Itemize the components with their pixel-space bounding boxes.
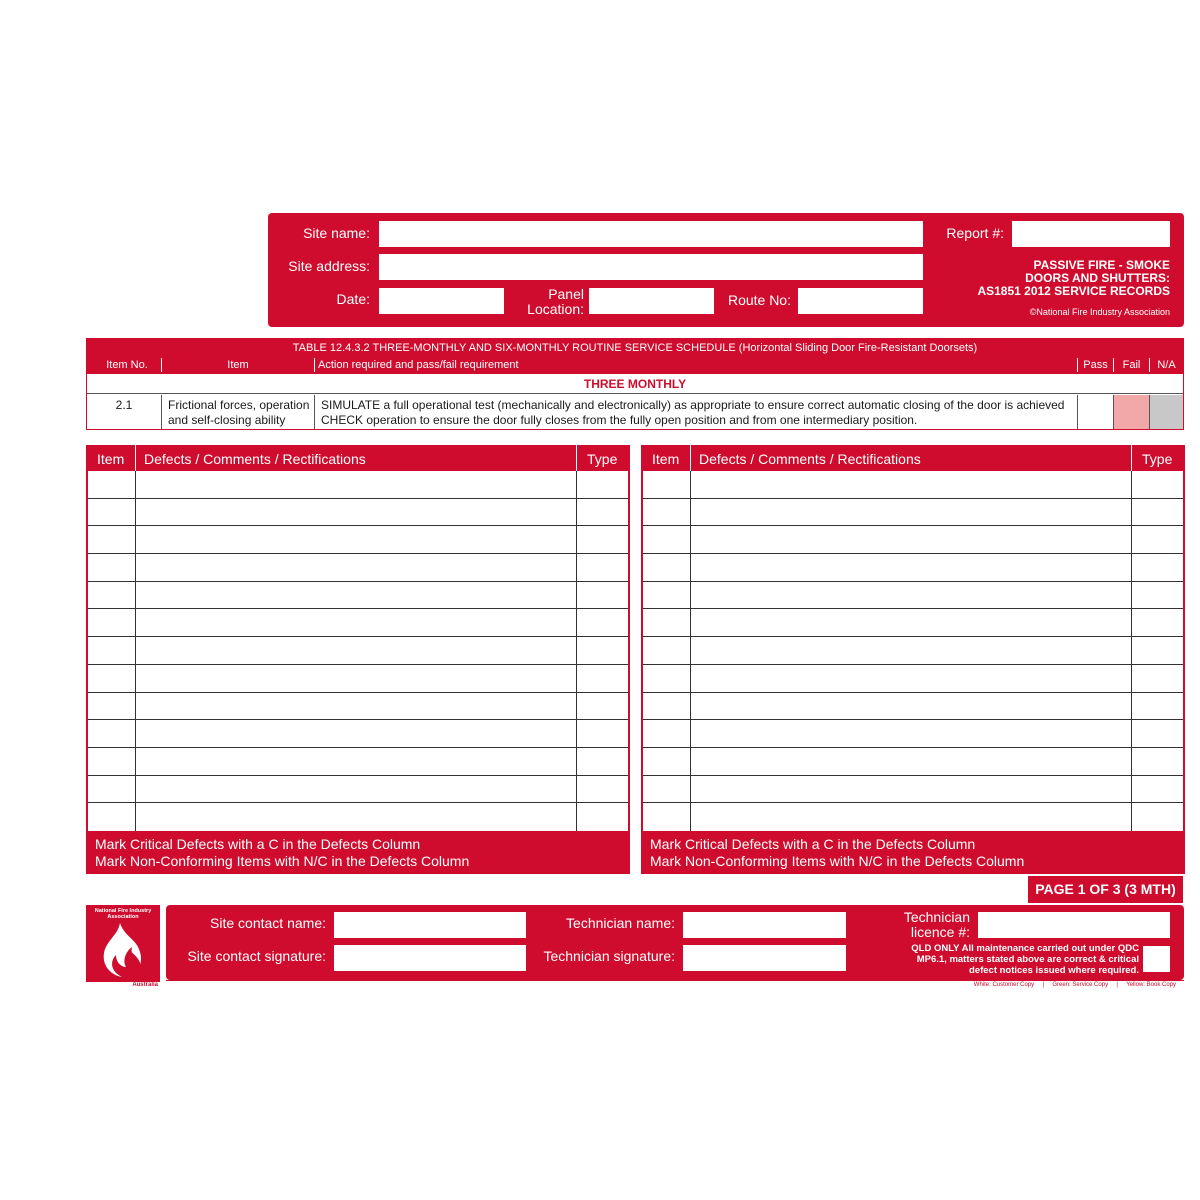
form-title-line1: PASSIVE FIRE - SMOKE [1033, 258, 1170, 272]
technician-name-label: Technician name: [566, 915, 675, 931]
table-row[interactable] [88, 471, 628, 499]
qld-note: QLD ONLY All maintenance carried out under QDC MP6.1, matters stated above are correct & critical defect notices issued where required. [911, 943, 1139, 976]
panel-location-label-line1: Panel [548, 286, 584, 302]
panel-location-field[interactable] [588, 287, 715, 315]
col-item: Item [652, 451, 680, 467]
technician-name-field[interactable] [682, 911, 847, 939]
table-row[interactable] [643, 582, 1183, 610]
technician-signature-label: Technician signature: [543, 948, 675, 964]
table-row[interactable] [88, 803, 628, 831]
col-defects: Defects / Comments / Rectifications [699, 451, 921, 467]
table-row[interactable] [88, 499, 628, 527]
table-row[interactable] [88, 776, 628, 804]
table-row[interactable] [643, 471, 1183, 499]
col-pass: Pass [1083, 359, 1108, 371]
form-title [908, 259, 1170, 298]
report-no-label: Report #: [946, 225, 1004, 241]
note-non-conforming: Mark Non-Conforming Items with N/C in the Defects Column [95, 853, 470, 869]
na-checkbox[interactable] [1150, 395, 1183, 429]
row-item-line1: Frictional forces, operation [168, 398, 310, 412]
fail-checkbox[interactable] [1114, 395, 1149, 429]
table-row[interactable] [643, 748, 1183, 776]
nfia-logo [86, 905, 160, 981]
row-item-line2: and self-closing ability [168, 413, 286, 427]
technician-signature-field[interactable] [682, 944, 847, 972]
site-contact-signature-label: Site contact signature: [187, 948, 326, 964]
table-row[interactable] [88, 637, 628, 665]
row-item [168, 398, 313, 428]
col-item: Item [97, 451, 125, 467]
copy-distribution-note: White: Customer Copy | Green: Service Copy | Yellow: Book Copy [166, 980, 1184, 990]
table-row[interactable] [643, 609, 1183, 637]
note-critical-defects: Mark Critical Defects with a C in the Defects Column [650, 836, 976, 852]
table-row[interactable] [88, 748, 628, 776]
table-row[interactable] [643, 720, 1183, 748]
table-row[interactable] [643, 693, 1183, 721]
date-field[interactable] [378, 287, 505, 315]
row-item-no: 2.1 [115, 398, 133, 412]
table-row [87, 395, 1183, 429]
route-no-field[interactable] [797, 287, 924, 315]
defects-table-right-body [641, 471, 1185, 831]
page-indicator: PAGE 1 OF 3 (3 MTH) [1028, 876, 1183, 903]
col-type: Type [1142, 451, 1173, 467]
panel-location-label-line2: Location: [527, 301, 584, 317]
table-row[interactable] [643, 637, 1183, 665]
site-name-field[interactable] [378, 220, 924, 248]
table-row[interactable] [643, 776, 1183, 804]
row-action [321, 398, 1076, 428]
table-row[interactable] [643, 526, 1183, 554]
site-name-label: Site name: [303, 225, 370, 241]
form-title-line3: AS1851 2012 SERVICE RECORDS [977, 284, 1170, 298]
col-fail: Fail [1122, 359, 1141, 371]
site-address-label: Site address: [288, 258, 370, 274]
col-action: Action required and pass/fail requirement [318, 359, 519, 371]
col-na: N/A [1157, 359, 1176, 371]
panel-location-label [508, 287, 584, 317]
site-contact-signature-field[interactable] [333, 944, 527, 972]
date-label: Date: [336, 291, 370, 307]
row-action-line1: SIMULATE a full operational test (mechanically and electronically) as appropriate to ensure correct automatic closing of the door is achieved [321, 398, 1065, 412]
technician-licence-label: Technician licence #: [903, 909, 970, 940]
header-panel [268, 213, 1184, 327]
logo-country: Australia [86, 981, 160, 990]
qld-checkbox[interactable] [1142, 945, 1171, 973]
footer-panel [166, 905, 1184, 980]
pass-checkbox[interactable] [1078, 395, 1113, 429]
report-no-field[interactable] [1011, 220, 1171, 248]
defects-table-left-header [86, 445, 630, 471]
table-row[interactable] [643, 665, 1183, 693]
col-type: Type [587, 451, 618, 467]
col-defects: Defects / Comments / Rectifications [144, 451, 366, 467]
service-table-title: TABLE 12.4.3.2 THREE-MONTHLY AND SIX-MONTHLY ROUTINE SERVICE SCHEDULE (Horizontal Sliding Door Fire-Resistant Doorsets) [292, 342, 978, 354]
defects-table-left-notes [86, 831, 630, 874]
service-schedule-table [86, 338, 1184, 430]
note-critical-defects: Mark Critical Defects with a C in the Defects Column [95, 836, 421, 852]
table-row[interactable] [88, 720, 628, 748]
route-no-label: Route No: [727, 292, 791, 308]
table-row[interactable] [88, 665, 628, 693]
table-row[interactable] [88, 693, 628, 721]
table-row[interactable] [643, 554, 1183, 582]
defects-table-right-notes [641, 831, 1185, 874]
defects-table-left [86, 445, 630, 874]
table-row[interactable] [88, 609, 628, 637]
table-row[interactable] [88, 526, 628, 554]
defects-table-right-header [641, 445, 1185, 471]
flame-icon [90, 921, 156, 979]
col-item: Item [227, 359, 249, 371]
section-three-monthly: THREE MONTHLY [87, 374, 1183, 394]
col-item-no: Item No. [106, 359, 148, 371]
technician-licence-field[interactable] [977, 911, 1171, 939]
logo-text-top: National Fire Industry Association [94, 908, 152, 920]
table-row[interactable] [643, 499, 1183, 527]
table-row[interactable] [88, 554, 628, 582]
form-title-line2: DOORS AND SHUTTERS: [1025, 271, 1170, 285]
row-action-line2: CHECK operation to ensure the door fully closes from the fully open position and from one intermediary position. [321, 413, 918, 427]
site-address-field[interactable] [378, 253, 924, 281]
site-contact-name-label: Site contact name: [210, 915, 326, 931]
table-row[interactable] [643, 803, 1183, 831]
defects-table-left-body [86, 471, 630, 831]
service-table-header [87, 339, 1183, 374]
copyright-text: ©National Fire Industry Association [1029, 307, 1170, 317]
table-row[interactable] [88, 582, 628, 610]
site-contact-name-field[interactable] [333, 911, 527, 939]
defects-table-right [641, 445, 1185, 874]
note-non-conforming: Mark Non-Conforming Items with N/C in the Defects Column [650, 853, 1025, 869]
